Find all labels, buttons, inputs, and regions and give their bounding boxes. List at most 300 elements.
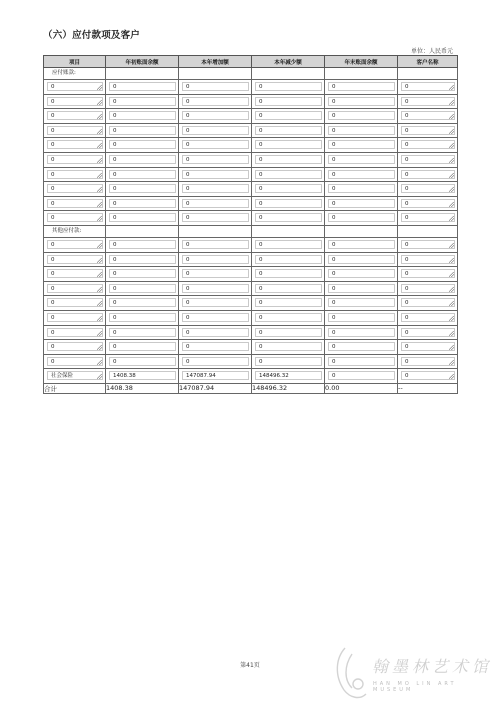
section-empty-cell	[179, 68, 252, 80]
cell-closing-balance	[325, 94, 398, 109]
item-input[interactable]	[47, 342, 103, 351]
cell-decrease	[252, 109, 325, 124]
closing-balance-input[interactable]	[328, 313, 395, 322]
cell-opening-balance	[106, 196, 179, 211]
increase-input[interactable]	[182, 170, 249, 179]
resize-grip-icon[interactable]	[97, 331, 102, 336]
cell-item	[44, 80, 106, 95]
customer-name-input[interactable]	[401, 313, 455, 322]
cell-value: 0	[113, 142, 117, 149]
cell-opening-balance	[106, 340, 179, 355]
cell-closing-balance	[325, 152, 398, 167]
decrease-input[interactable]	[255, 255, 322, 264]
decrease-input[interactable]	[255, 357, 322, 366]
lotus-icon	[337, 648, 366, 697]
decrease-input[interactable]	[255, 155, 322, 164]
cell-decrease	[252, 123, 325, 138]
cell-value: 0	[51, 300, 55, 307]
table-row	[44, 138, 458, 153]
page-number: 第41页	[240, 662, 260, 669]
cell-value: 0	[186, 171, 190, 178]
item-input[interactable]	[47, 97, 103, 106]
resize-grip-icon[interactable]	[449, 202, 454, 207]
increase-input[interactable]	[182, 284, 249, 293]
cell-value: 社会保险	[51, 373, 74, 380]
cell-item	[44, 325, 106, 340]
cell-customer-name	[398, 138, 458, 153]
opening-balance-input[interactable]	[109, 184, 176, 193]
opening-balance-input[interactable]	[109, 97, 176, 106]
increase-input[interactable]	[182, 255, 249, 264]
resize-grip-icon[interactable]	[97, 187, 102, 192]
opening-balance-input[interactable]	[109, 170, 176, 179]
header-item: 项目	[44, 56, 106, 68]
cell-value: 0	[186, 215, 190, 222]
customer-name-input[interactable]	[401, 357, 455, 366]
cell-value: 0	[113, 329, 117, 336]
decrease-input[interactable]	[255, 82, 322, 91]
cell-value: 147087.94	[186, 373, 216, 380]
cell-item	[44, 267, 106, 282]
closing-balance-input[interactable]	[328, 184, 395, 193]
item-input[interactable]	[47, 155, 103, 164]
opening-balance-input[interactable]	[109, 284, 176, 293]
customer-name-input[interactable]	[401, 97, 455, 106]
cell-opening-balance	[106, 281, 179, 296]
resize-grip-icon[interactable]	[97, 272, 102, 277]
opening-balance-input[interactable]	[109, 213, 176, 222]
item-input[interactable]	[47, 269, 103, 278]
decrease-input[interactable]	[255, 126, 322, 135]
cell-value: 0	[405, 200, 409, 207]
cell-customer-name	[398, 252, 458, 267]
cell-decrease	[252, 267, 325, 282]
section-empty-cell	[325, 68, 398, 80]
cell-increase	[179, 281, 252, 296]
cell-value: 0	[186, 127, 190, 134]
increase-input[interactable]	[182, 140, 249, 149]
increase-input[interactable]	[182, 184, 249, 193]
cell-increase	[179, 123, 252, 138]
section-empty-cell	[398, 225, 458, 237]
cell-item	[44, 138, 106, 153]
item-input[interactable]	[47, 357, 103, 366]
cell-value: 0	[51, 84, 55, 90]
item-input[interactable]	[47, 140, 103, 149]
closing-balance-input[interactable]	[328, 357, 395, 366]
cell-value: 0	[332, 300, 336, 307]
cell-value: 0	[51, 241, 55, 248]
cell-closing-balance	[325, 109, 398, 124]
cell-value: 0	[259, 314, 263, 321]
resize-grip-icon[interactable]	[449, 331, 454, 336]
decrease-input[interactable]	[255, 371, 322, 380]
closing-balance-input[interactable]	[328, 240, 395, 249]
cell-decrease	[252, 340, 325, 355]
decrease-input[interactable]	[255, 298, 322, 307]
resize-grip-icon[interactable]	[97, 129, 102, 134]
cell-value: 0	[186, 344, 190, 351]
resize-grip-icon[interactable]	[449, 316, 454, 321]
resize-grip-icon[interactable]	[449, 114, 454, 119]
resize-grip-icon[interactable]	[97, 202, 102, 207]
opening-balance-input[interactable]	[109, 240, 176, 249]
increase-input[interactable]	[182, 213, 249, 222]
closing-balance-input[interactable]	[328, 140, 395, 149]
opening-balance-input[interactable]	[109, 82, 176, 91]
increase-input[interactable]	[182, 371, 249, 380]
item-input[interactable]	[47, 111, 103, 120]
item-input[interactable]	[47, 371, 103, 380]
resize-grip-icon[interactable]	[449, 173, 454, 178]
header-decrease: 本年减少额	[252, 56, 325, 68]
customer-name-input[interactable]	[401, 140, 455, 149]
item-input[interactable]	[47, 199, 103, 208]
cell-customer-name	[398, 211, 458, 226]
opening-balance-input[interactable]	[109, 140, 176, 149]
page-title: （六）应付款项及客户	[43, 30, 141, 41]
customer-name-input[interactable]	[401, 213, 455, 222]
decrease-input[interactable]	[255, 97, 322, 106]
cell-value: 0	[405, 271, 409, 278]
resize-grip-icon[interactable]	[449, 85, 454, 90]
resize-grip-icon[interactable]	[97, 85, 102, 90]
cell-item	[44, 369, 106, 384]
cell-value: 0	[51, 98, 55, 105]
cell-customer-name	[398, 237, 458, 252]
resize-grip-icon[interactable]	[449, 143, 454, 148]
increase-input[interactable]	[182, 97, 249, 106]
decrease-input[interactable]	[255, 240, 322, 249]
cell-opening-balance	[106, 369, 179, 384]
cell-value: 0	[113, 98, 117, 105]
cell-value: 0	[51, 171, 55, 178]
section-empty-cell	[252, 68, 325, 80]
cell-value: 148496.32	[259, 373, 289, 380]
increase-input[interactable]	[182, 82, 249, 91]
cell-value: 0	[186, 186, 190, 193]
resize-grip-icon[interactable]	[97, 143, 102, 148]
cell-value: 0	[405, 84, 409, 90]
increase-input[interactable]	[182, 199, 249, 208]
closing-balance-input[interactable]	[328, 255, 395, 264]
cell-closing-balance	[325, 196, 398, 211]
section-header-row	[44, 225, 458, 237]
cell-item	[44, 340, 106, 355]
resize-grip-icon[interactable]	[97, 258, 102, 263]
cell-value: 0	[259, 344, 263, 351]
decrease-input[interactable]	[255, 269, 322, 278]
cell-value: 0	[186, 113, 190, 120]
decrease-input[interactable]	[255, 199, 322, 208]
cell-closing-balance	[325, 369, 398, 384]
resize-grip-icon[interactable]	[449, 374, 454, 379]
table-row	[44, 211, 458, 226]
cell-decrease	[252, 80, 325, 95]
cell-closing-balance	[325, 237, 398, 252]
cell-value: 0	[405, 113, 409, 120]
opening-balance-input[interactable]	[109, 328, 176, 337]
cell-increase	[179, 196, 252, 211]
cell-item	[44, 109, 106, 124]
total-customer-name: --	[398, 383, 458, 393]
cell-customer-name	[398, 325, 458, 340]
closing-balance-input[interactable]	[328, 155, 395, 164]
decrease-input[interactable]	[255, 140, 322, 149]
closing-balance-input[interactable]	[328, 269, 395, 278]
cell-item	[44, 252, 106, 267]
customer-name-input[interactable]	[401, 82, 455, 91]
opening-balance-input[interactable]	[109, 371, 176, 380]
resize-grip-icon[interactable]	[97, 100, 102, 105]
resize-grip-icon[interactable]	[97, 301, 102, 306]
section-label-cell	[44, 68, 106, 80]
customer-name-input[interactable]	[401, 170, 455, 179]
cell-value: 0	[332, 113, 336, 120]
cell-customer-name	[398, 340, 458, 355]
cell-increase	[179, 211, 252, 226]
cell-value: 0	[332, 98, 336, 105]
resize-grip-icon[interactable]	[97, 345, 102, 350]
increase-input[interactable]	[182, 240, 249, 249]
resize-grip-icon[interactable]	[449, 301, 454, 306]
resize-grip-icon[interactable]	[97, 287, 102, 292]
cell-value: 0	[186, 256, 190, 263]
cell-value: 0	[405, 329, 409, 336]
decrease-input[interactable]	[255, 213, 322, 222]
section-label-cell	[44, 225, 106, 237]
decrease-input[interactable]	[255, 313, 322, 322]
customer-name-input[interactable]	[401, 199, 455, 208]
decrease-input[interactable]	[255, 111, 322, 120]
cell-customer-name	[398, 310, 458, 325]
cell-decrease	[252, 354, 325, 369]
resize-grip-icon[interactable]	[97, 216, 102, 221]
cell-increase	[179, 310, 252, 325]
resize-grip-icon[interactable]	[449, 360, 454, 365]
cell-item	[44, 296, 106, 311]
cell-value: 0	[259, 329, 263, 336]
closing-balance-input[interactable]	[328, 284, 395, 293]
opening-balance-input[interactable]	[109, 342, 176, 351]
resize-grip-icon[interactable]	[97, 243, 102, 248]
customer-name-input[interactable]	[401, 371, 455, 380]
cell-value: 0	[186, 142, 190, 149]
cell-decrease	[252, 182, 325, 197]
customer-name-input[interactable]	[401, 255, 455, 264]
resize-grip-icon[interactable]	[449, 216, 454, 221]
cell-increase	[179, 94, 252, 109]
customer-name-input[interactable]	[401, 126, 455, 135]
cell-value: 0	[259, 271, 263, 278]
cell-increase	[179, 252, 252, 267]
closing-balance-input[interactable]	[328, 82, 395, 91]
resize-grip-icon[interactable]	[449, 345, 454, 350]
resize-grip-icon[interactable]	[97, 173, 102, 178]
cell-value: 0	[259, 113, 263, 120]
cell-closing-balance	[325, 167, 398, 182]
item-input[interactable]	[47, 298, 103, 307]
decrease-input[interactable]	[255, 184, 322, 193]
cell-opening-balance	[106, 211, 179, 226]
cell-value: 0	[186, 84, 190, 90]
resize-grip-icon[interactable]	[449, 272, 454, 277]
closing-balance-input[interactable]	[328, 342, 395, 351]
cell-value: 0	[332, 329, 336, 336]
resize-grip-icon[interactable]	[449, 187, 454, 192]
item-input[interactable]	[47, 284, 103, 293]
decrease-input[interactable]	[255, 328, 322, 337]
resize-grip-icon[interactable]	[449, 158, 454, 163]
cell-value: 0	[113, 186, 117, 193]
cell-customer-name	[398, 354, 458, 369]
section-label: 其他应付款:	[52, 227, 82, 234]
item-input[interactable]	[47, 328, 103, 337]
increase-input[interactable]	[182, 126, 249, 135]
item-input[interactable]	[47, 255, 103, 264]
increase-input[interactable]	[182, 328, 249, 337]
section-empty-cell	[398, 68, 458, 80]
section-empty-cell	[252, 225, 325, 237]
opening-balance-input[interactable]	[109, 298, 176, 307]
cell-customer-name	[398, 152, 458, 167]
cell-decrease	[252, 237, 325, 252]
cell-customer-name	[398, 182, 458, 197]
closing-balance-input[interactable]	[328, 111, 395, 120]
total-item: 合计	[44, 383, 106, 393]
cell-value: 0	[332, 200, 336, 207]
total-opening-balance: 1408.38	[106, 383, 179, 393]
cell-increase	[179, 354, 252, 369]
opening-balance-input[interactable]	[109, 255, 176, 264]
cell-opening-balance	[106, 138, 179, 153]
closing-balance-input[interactable]	[328, 328, 395, 337]
increase-input[interactable]	[182, 313, 249, 322]
resize-grip-icon[interactable]	[97, 360, 102, 365]
customer-name-input[interactable]	[401, 284, 455, 293]
closing-balance-input[interactable]	[328, 298, 395, 307]
cell-customer-name	[398, 196, 458, 211]
cell-value: 0	[332, 127, 336, 134]
opening-balance-input[interactable]	[109, 313, 176, 322]
customer-name-input[interactable]	[401, 111, 455, 120]
cell-value: 1408.38	[113, 373, 136, 380]
closing-balance-input[interactable]	[328, 213, 395, 222]
cell-value: 0	[186, 300, 190, 307]
cell-opening-balance	[106, 237, 179, 252]
resize-grip-icon[interactable]	[449, 287, 454, 292]
increase-input[interactable]	[182, 298, 249, 307]
resize-grip-icon[interactable]	[97, 316, 102, 321]
resize-grip-icon[interactable]	[97, 158, 102, 163]
resize-grip-icon[interactable]	[449, 243, 454, 248]
table-row	[44, 267, 458, 282]
cell-value: 0	[259, 285, 263, 292]
opening-balance-input[interactable]	[109, 111, 176, 120]
item-input[interactable]	[47, 213, 103, 222]
closing-balance-input[interactable]	[328, 371, 395, 380]
cell-increase	[179, 296, 252, 311]
customer-name-input[interactable]	[401, 328, 455, 337]
resize-grip-icon[interactable]	[449, 129, 454, 134]
cell-closing-balance	[325, 182, 398, 197]
cell-value: 0	[259, 142, 263, 149]
cell-opening-balance	[106, 310, 179, 325]
decrease-input[interactable]	[255, 284, 322, 293]
cell-value: 0	[51, 156, 55, 163]
item-input[interactable]	[47, 240, 103, 249]
increase-input[interactable]	[182, 269, 249, 278]
cell-closing-balance	[325, 281, 398, 296]
total-increase: 147087.94	[179, 383, 252, 393]
resize-grip-icon[interactable]	[97, 114, 102, 119]
increase-input[interactable]	[182, 111, 249, 120]
opening-balance-input[interactable]	[109, 357, 176, 366]
item-input[interactable]	[47, 313, 103, 322]
closing-balance-input[interactable]	[328, 199, 395, 208]
table-row	[44, 237, 458, 252]
cell-opening-balance	[106, 252, 179, 267]
item-input[interactable]	[47, 126, 103, 135]
cell-value: 0	[51, 256, 55, 263]
customer-name-input[interactable]	[401, 298, 455, 307]
cell-value: 0	[113, 200, 117, 207]
customer-name-input[interactable]	[401, 240, 455, 249]
customer-name-input[interactable]	[401, 342, 455, 351]
opening-balance-input[interactable]	[109, 199, 176, 208]
increase-input[interactable]	[182, 342, 249, 351]
cell-value: 0	[186, 285, 190, 292]
customer-name-input[interactable]	[401, 155, 455, 164]
cell-value: 0	[186, 329, 190, 336]
increase-input[interactable]	[182, 155, 249, 164]
customer-name-input[interactable]	[401, 269, 455, 278]
closing-balance-input[interactable]	[328, 97, 395, 106]
decrease-input[interactable]	[255, 342, 322, 351]
closing-balance-input[interactable]	[328, 126, 395, 135]
cell-closing-balance	[325, 340, 398, 355]
cell-value: 0	[332, 373, 336, 380]
resize-grip-icon[interactable]	[449, 258, 454, 263]
cell-opening-balance	[106, 267, 179, 282]
decrease-input[interactable]	[255, 170, 322, 179]
resize-grip-icon[interactable]	[97, 374, 102, 379]
opening-balance-input[interactable]	[109, 269, 176, 278]
cell-value: 0	[332, 256, 336, 263]
opening-balance-input[interactable]	[109, 126, 176, 135]
resize-grip-icon[interactable]	[449, 100, 454, 105]
customer-name-input[interactable]	[401, 184, 455, 193]
item-input[interactable]	[47, 82, 103, 91]
cell-value: 0	[51, 329, 55, 336]
header-opening-balance: 年初账面余额	[106, 56, 179, 68]
cell-decrease	[252, 310, 325, 325]
item-input[interactable]	[47, 170, 103, 179]
cell-value: 0	[51, 314, 55, 321]
cell-item	[44, 94, 106, 109]
item-input[interactable]	[47, 184, 103, 193]
increase-input[interactable]	[182, 357, 249, 366]
closing-balance-input[interactable]	[328, 170, 395, 179]
cell-value: 0	[113, 156, 117, 163]
cell-increase	[179, 267, 252, 282]
cell-value: 0	[405, 241, 409, 248]
cell-increase	[179, 109, 252, 124]
cell-value: 0	[186, 358, 190, 365]
cell-value: 0	[113, 314, 117, 321]
header-customer-name: 客户名称	[398, 56, 458, 68]
opening-balance-input[interactable]	[109, 155, 176, 164]
